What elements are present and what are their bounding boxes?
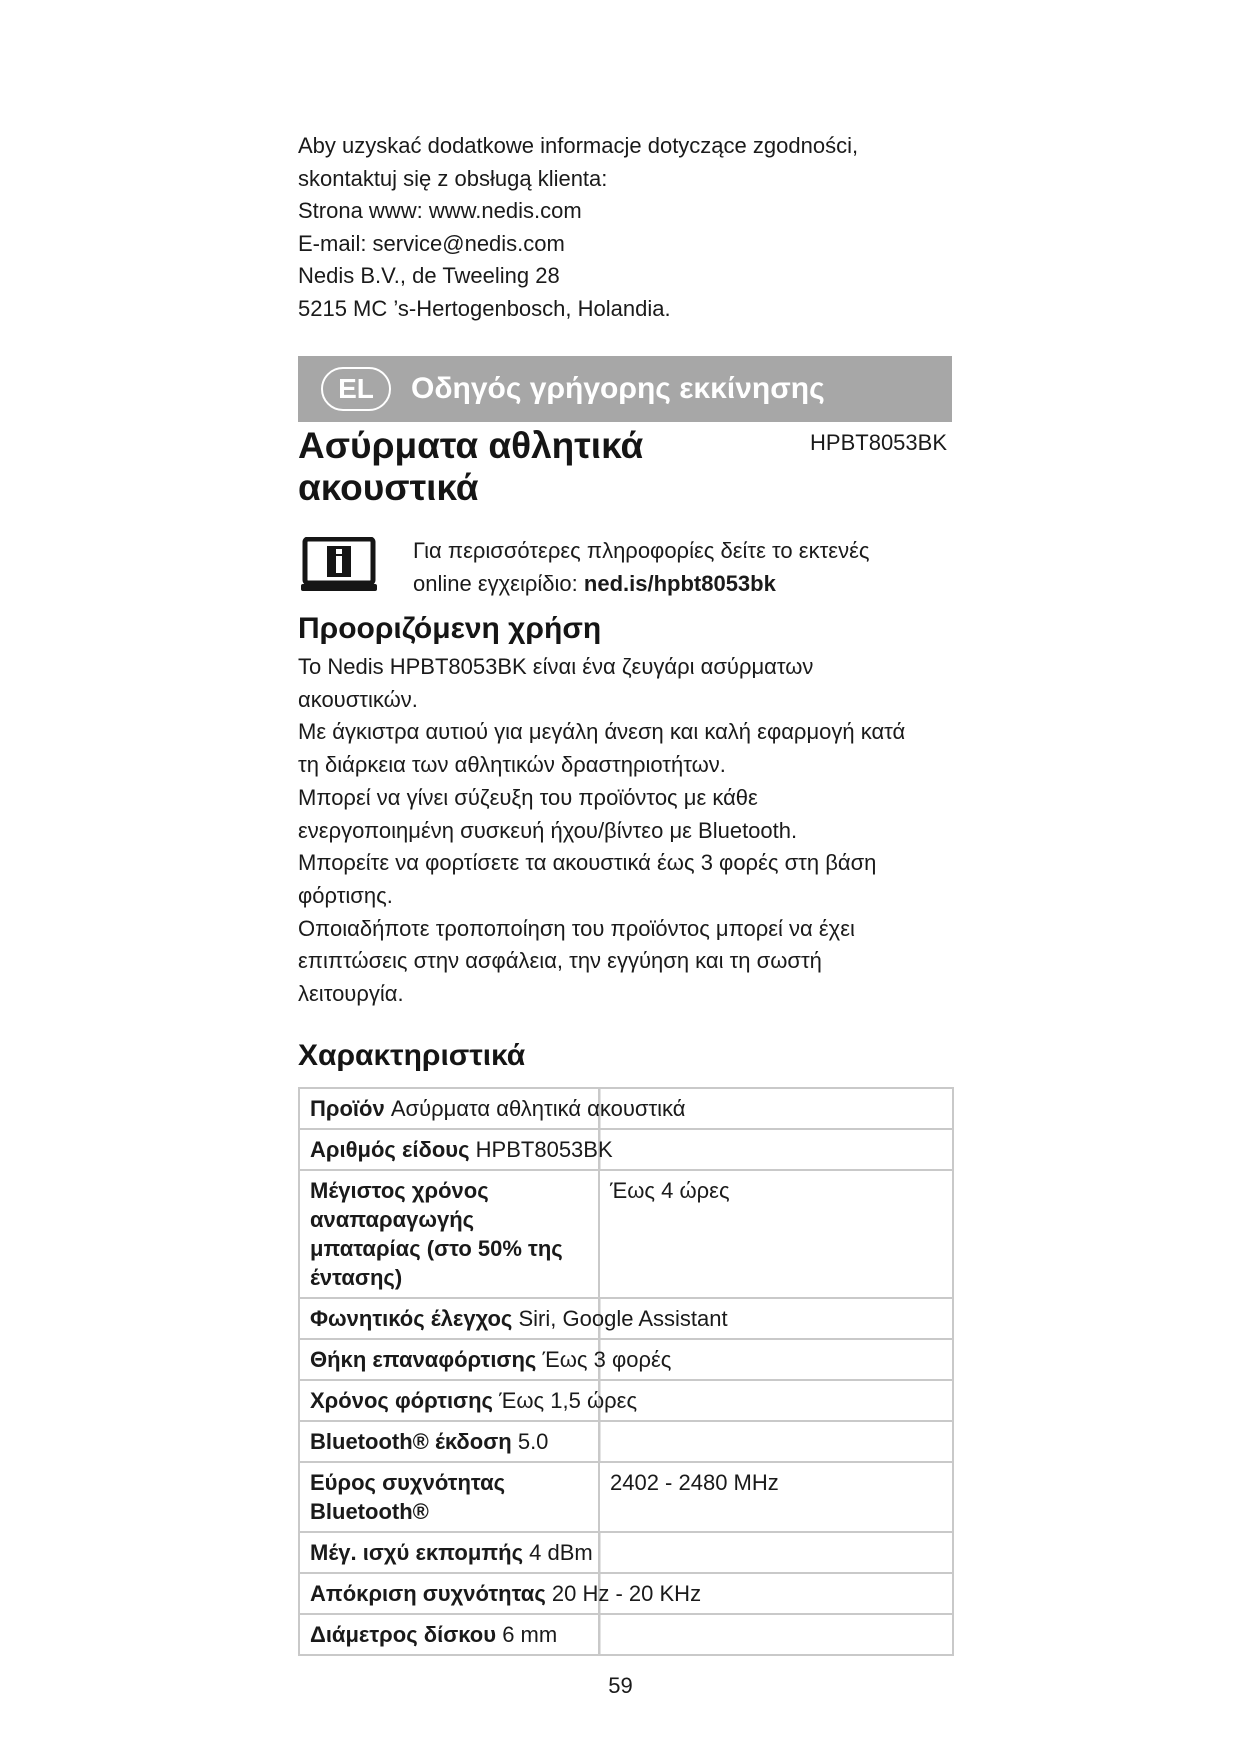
table-row [299, 1614, 953, 1655]
spec-cell [299, 1532, 953, 1573]
intended-use-body [298, 651, 958, 1011]
spec-value: Ασύρματα αθλητικά ακουστικά [390, 1096, 686, 1121]
spec-cell [299, 1573, 953, 1614]
spec-label: Θήκη επαναφόρτισης [310, 1347, 537, 1372]
contact-website: Strona www: www.nedis.com [298, 198, 582, 224]
intended-use-line: λειτουργία. [298, 981, 404, 1007]
spec-value: 20 Hz - 20 KHz [551, 1581, 702, 1606]
features-table [298, 1087, 954, 1656]
table-row [299, 1380, 953, 1421]
page-number: 59 [608, 1673, 633, 1698]
product-title-line: ακουστικά [298, 467, 479, 508]
spec-cell [299, 1088, 953, 1129]
table-row [299, 1573, 953, 1614]
spec-cell [299, 1339, 953, 1380]
intended-use-line: φόρτισης. [298, 882, 393, 908]
model-number: HPBT8053BK [810, 430, 947, 455]
product-title [298, 425, 778, 509]
table-row [299, 1532, 953, 1573]
spec-cell [299, 1298, 953, 1339]
contact-block [298, 130, 938, 326]
spec-label: Μέγιστος χρόνος αναπαραγωγής μπαταρίας (στο 50% της έντασης) [299, 1170, 599, 1298]
table-row [299, 1339, 953, 1380]
laptop-info-icon [298, 537, 380, 598]
spec-label: Εύρος συχνότητας Bluetooth® [299, 1462, 599, 1532]
intended-use-line: Με άγκιστρα αυτιού για μεγάλη άνεση και καλή εφαρμογή κατά [298, 719, 906, 745]
table-row [299, 1421, 953, 1462]
intended-use-line: ακουστικών. [298, 686, 418, 712]
spec-label: Απόκριση συχνότητας [310, 1581, 546, 1606]
intended-use-line: Οποιαδήποτε τροποποίηση του προϊόντος μπορεί να έχει [298, 915, 855, 941]
intended-use-line: επιπτώσεις στην ασφάλεια, την εγγύηση και τη σωστή [298, 948, 822, 974]
spec-label: Προϊόν [310, 1096, 385, 1121]
spec-label: Μέγ. ισχύ εκπομπής [310, 1540, 524, 1565]
table-row [299, 1462, 953, 1532]
spec-value: Έως 3 φορές [542, 1347, 672, 1372]
contact-line: Aby uzyskać dodatkowe informacje dotyczące zgodności, [298, 133, 859, 158]
language-badge: EL [321, 367, 391, 411]
spec-label: Αριθμός είδους [310, 1137, 470, 1162]
spec-cell [299, 1380, 953, 1421]
intended-use-line: ενεργοποιημένη συσκευή ήχου/βίντεο με Bluetooth. [298, 817, 798, 843]
spec-value: 4 dBm [529, 1540, 593, 1565]
spec-label: Φωνητικός έλεγχος [310, 1306, 513, 1331]
contact-address-line: 5215 MC ’s-Hertogenbosch, Holandia. [298, 295, 671, 321]
contact-line: skontaktuj się z obsługą klienta: [298, 165, 608, 191]
spec-label: Διάμετρος δίσκου [310, 1622, 497, 1647]
spec-value: 2402 - 2480 MHz [599, 1462, 953, 1532]
manual-note-line [413, 568, 973, 601]
contact-address-line: Nedis B.V., de Tweeling 28 [298, 263, 560, 289]
intended-use-line: Μπορείτε να φορτίσετε τα ακουστικά έως 3 φορές στη βάση [298, 850, 877, 876]
spec-value: Siri, Google Assistant [518, 1306, 728, 1331]
features-heading: Χαρακτηριστικά [298, 1039, 526, 1072]
manual-note-prefix: online εγχειρίδιο: [413, 570, 584, 596]
banner-title: Οδηγός γρήγορης εκκίνησης [411, 372, 825, 405]
intended-use-line: Μπορεί να γίνει σύζευξη του προϊόντος με κάθε [298, 784, 758, 810]
manual-note-line: Για περισσότερες πληροφορίες δείτε το εκτενές [413, 538, 870, 563]
intended-use-line: Το Nedis HPBT8053BK είναι ένα ζευγάρι ασύρματων [298, 654, 814, 679]
table-row [299, 1129, 953, 1170]
spec-cell [299, 1614, 953, 1655]
product-title-line: Ασύρματα αθλητικά [298, 425, 644, 466]
spec-label: Χρόνος φόρτισης [310, 1388, 493, 1413]
table-row [299, 1088, 953, 1129]
spec-value: Έως 1,5 ώρες [499, 1388, 638, 1413]
spec-cell [299, 1129, 953, 1170]
table-row [299, 1170, 953, 1298]
language-banner [298, 356, 952, 422]
spec-cell [299, 1421, 953, 1462]
manual-link[interactable]: ned.is/hpbt8053bk [583, 570, 776, 596]
manual-note [413, 535, 973, 600]
spec-value: 6 mm [502, 1622, 558, 1647]
table-row [299, 1298, 953, 1339]
spec-label: Bluetooth® έκδοση [310, 1429, 512, 1454]
contact-email: E-mail: service@nedis.com [298, 230, 565, 256]
spec-value: 5.0 [517, 1429, 549, 1454]
intended-use-line: τη διάρκεια των αθλητικών δραστηριοτήτων. [298, 752, 726, 778]
spec-value: Έως 4 ώρες [599, 1170, 953, 1298]
intended-use-heading: Προοριζόμενη χρήση [298, 612, 602, 645]
spec-value: HPBT8053BK [475, 1137, 613, 1162]
